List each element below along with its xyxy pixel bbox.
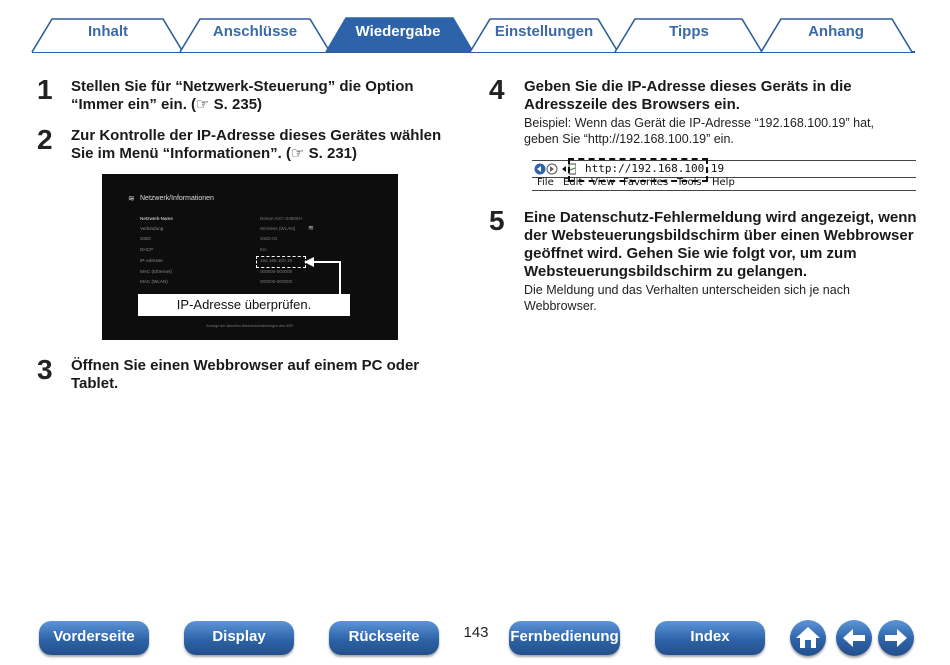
- step-3-line2: Tablet.: [71, 375, 119, 392]
- step-5-text: [524, 209, 917, 281]
- step-number: 2: [37, 124, 53, 155]
- home-button[interactable]: [790, 620, 826, 656]
- step-4-line1: Geben Sie die IP-Adresse dieses Geräts in die: [524, 78, 852, 95]
- tv-row-value: 192.168.100.19: [260, 258, 292, 263]
- step-5-body-line1: Die Meldung und das Verhalten unterscheiden sich je nach: [524, 283, 850, 297]
- tv-row-label: MAC (Ethernet): [140, 269, 172, 274]
- arrow-left-icon: [836, 620, 872, 656]
- menu-view[interactable]: View: [591, 177, 615, 188]
- step-number: 5: [489, 205, 505, 236]
- step-2-text: [71, 127, 441, 163]
- step-1-line2: [71, 96, 414, 114]
- tv-row-label: DHCP: [140, 247, 154, 252]
- tv-row-label: SSID: [140, 236, 151, 241]
- tv-row-value: 000000-000000: [260, 279, 293, 284]
- address-bar-url[interactable]: http://192.168.100.19: [585, 162, 725, 175]
- ip-check-callout: IP-Adresse überprüfen.: [138, 294, 350, 316]
- step-1-page-link[interactable]: S. 235): [209, 96, 263, 113]
- step-number: 3: [37, 354, 53, 385]
- tv-row-label: Verbindung: [140, 226, 164, 231]
- tv-row-value: Ein: [260, 247, 267, 252]
- tab-tipps[interactable]: Tipps: [669, 23, 709, 40]
- wifi-icon: ≋: [128, 194, 135, 203]
- arrow-right-icon: [878, 620, 914, 656]
- step-2-line2-text: Sie im Menü “Informationen”. (: [71, 145, 292, 162]
- step-5-line1: Eine Datenschutz-Fehlermeldung wird angezeigt, wenn: [524, 209, 917, 226]
- page-number: 143: [463, 624, 489, 641]
- front-panel-button[interactable]: Vorderseite: [39, 621, 149, 655]
- tv-row-label: IP-Adresse: [140, 258, 163, 263]
- step-4-text: [524, 78, 852, 114]
- tv-row-label: MAC (WLAN): [140, 279, 168, 284]
- step-5-body-line2: Webbrowser.: [524, 299, 597, 313]
- step-4-body-line2: geben Sie “http://192.168.100.19” ein.: [524, 132, 734, 146]
- page-reference-icon: ☞: [291, 145, 305, 162]
- browser-bar-line: [532, 190, 916, 191]
- menu-help[interactable]: Help: [712, 177, 735, 188]
- tv-row-value: SSID-01: [260, 236, 278, 241]
- menu-tools[interactable]: Tools: [677, 177, 702, 188]
- tv-menu-title: Netzwerk/Informationen: [140, 195, 214, 202]
- display-button[interactable]: Display: [184, 621, 294, 655]
- tab-wiedergabe[interactable]: Wiedergabe: [355, 23, 441, 40]
- browser-address-bar-example: [532, 157, 916, 193]
- tab-anschluesse[interactable]: Anschlüsse: [212, 23, 298, 40]
- step-4-line2: Adresszeile des Browsers ein.: [524, 96, 740, 113]
- step-2-page-link[interactable]: S. 231): [304, 145, 357, 162]
- step-4-body-line1: Beispiel: Wenn das Gerät die IP-Adresse “192.168.100.19” hat,: [524, 116, 874, 130]
- tab-anhang[interactable]: Anhang: [808, 23, 864, 40]
- index-button[interactable]: Index: [655, 621, 765, 655]
- menu-file[interactable]: File: [537, 177, 554, 188]
- tv-menu-footer: Anzeige der aktuellen Netzwerkeinstellungen des AVR.: [206, 324, 294, 328]
- page-reference-icon: ☞: [196, 96, 210, 113]
- network-info-screenshot: [102, 174, 398, 340]
- step-2-line2: [71, 145, 441, 163]
- forward-button[interactable]: [878, 620, 914, 656]
- tab-bar: [0, 0, 950, 60]
- step-number: 4: [489, 74, 505, 105]
- home-icon: [790, 620, 826, 656]
- back-button[interactable]: [836, 620, 872, 656]
- step-3-line1: Öffnen Sie einen Webbrowser auf einem PC oder: [71, 357, 420, 374]
- tv-row-value: Wireless (WLAN): [260, 226, 296, 231]
- remote-control-button[interactable]: Fernbedienung: [509, 621, 620, 655]
- tv-row-value: Denon AVC-X4800H: [260, 216, 302, 221]
- menu-edit[interactable]: Edit: [563, 177, 583, 188]
- step-number: 1: [37, 74, 53, 105]
- step-5-line2: der Websteuerungsbildschirm über einen Webbrowser: [524, 227, 914, 244]
- tab-inhalt[interactable]: Inhalt: [88, 23, 128, 40]
- tab-einstellungen[interactable]: Einstellungen: [494, 23, 594, 40]
- menu-favorites[interactable]: Favorites: [623, 177, 669, 188]
- step-1-line2-text: “Immer ein” ein. (: [71, 96, 197, 113]
- wifi-icon: ≋: [308, 225, 314, 232]
- step-5-line3: geöffnet wird. Gehen Sie wie folgt vor, um zum: [524, 245, 857, 262]
- step-3-text: [71, 357, 419, 393]
- tv-row-value: 000000-000000: [260, 269, 293, 274]
- tv-row-label: Netzwerk-Name: [140, 216, 173, 221]
- step-5-line4: Websteuerungsbildschirm zu gelangen.: [524, 263, 808, 280]
- step-1-line1: Stellen Sie für “Netzwerk-Steuerung” die Option: [71, 78, 414, 95]
- step-2-line1: Zur Kontrolle der IP-Adresse dieses Gerätes wählen: [71, 127, 442, 144]
- rear-panel-button[interactable]: Rückseite: [329, 621, 439, 655]
- step-1-text: [71, 78, 414, 114]
- step-4-body: [524, 115, 874, 147]
- step-5-body: [524, 282, 850, 314]
